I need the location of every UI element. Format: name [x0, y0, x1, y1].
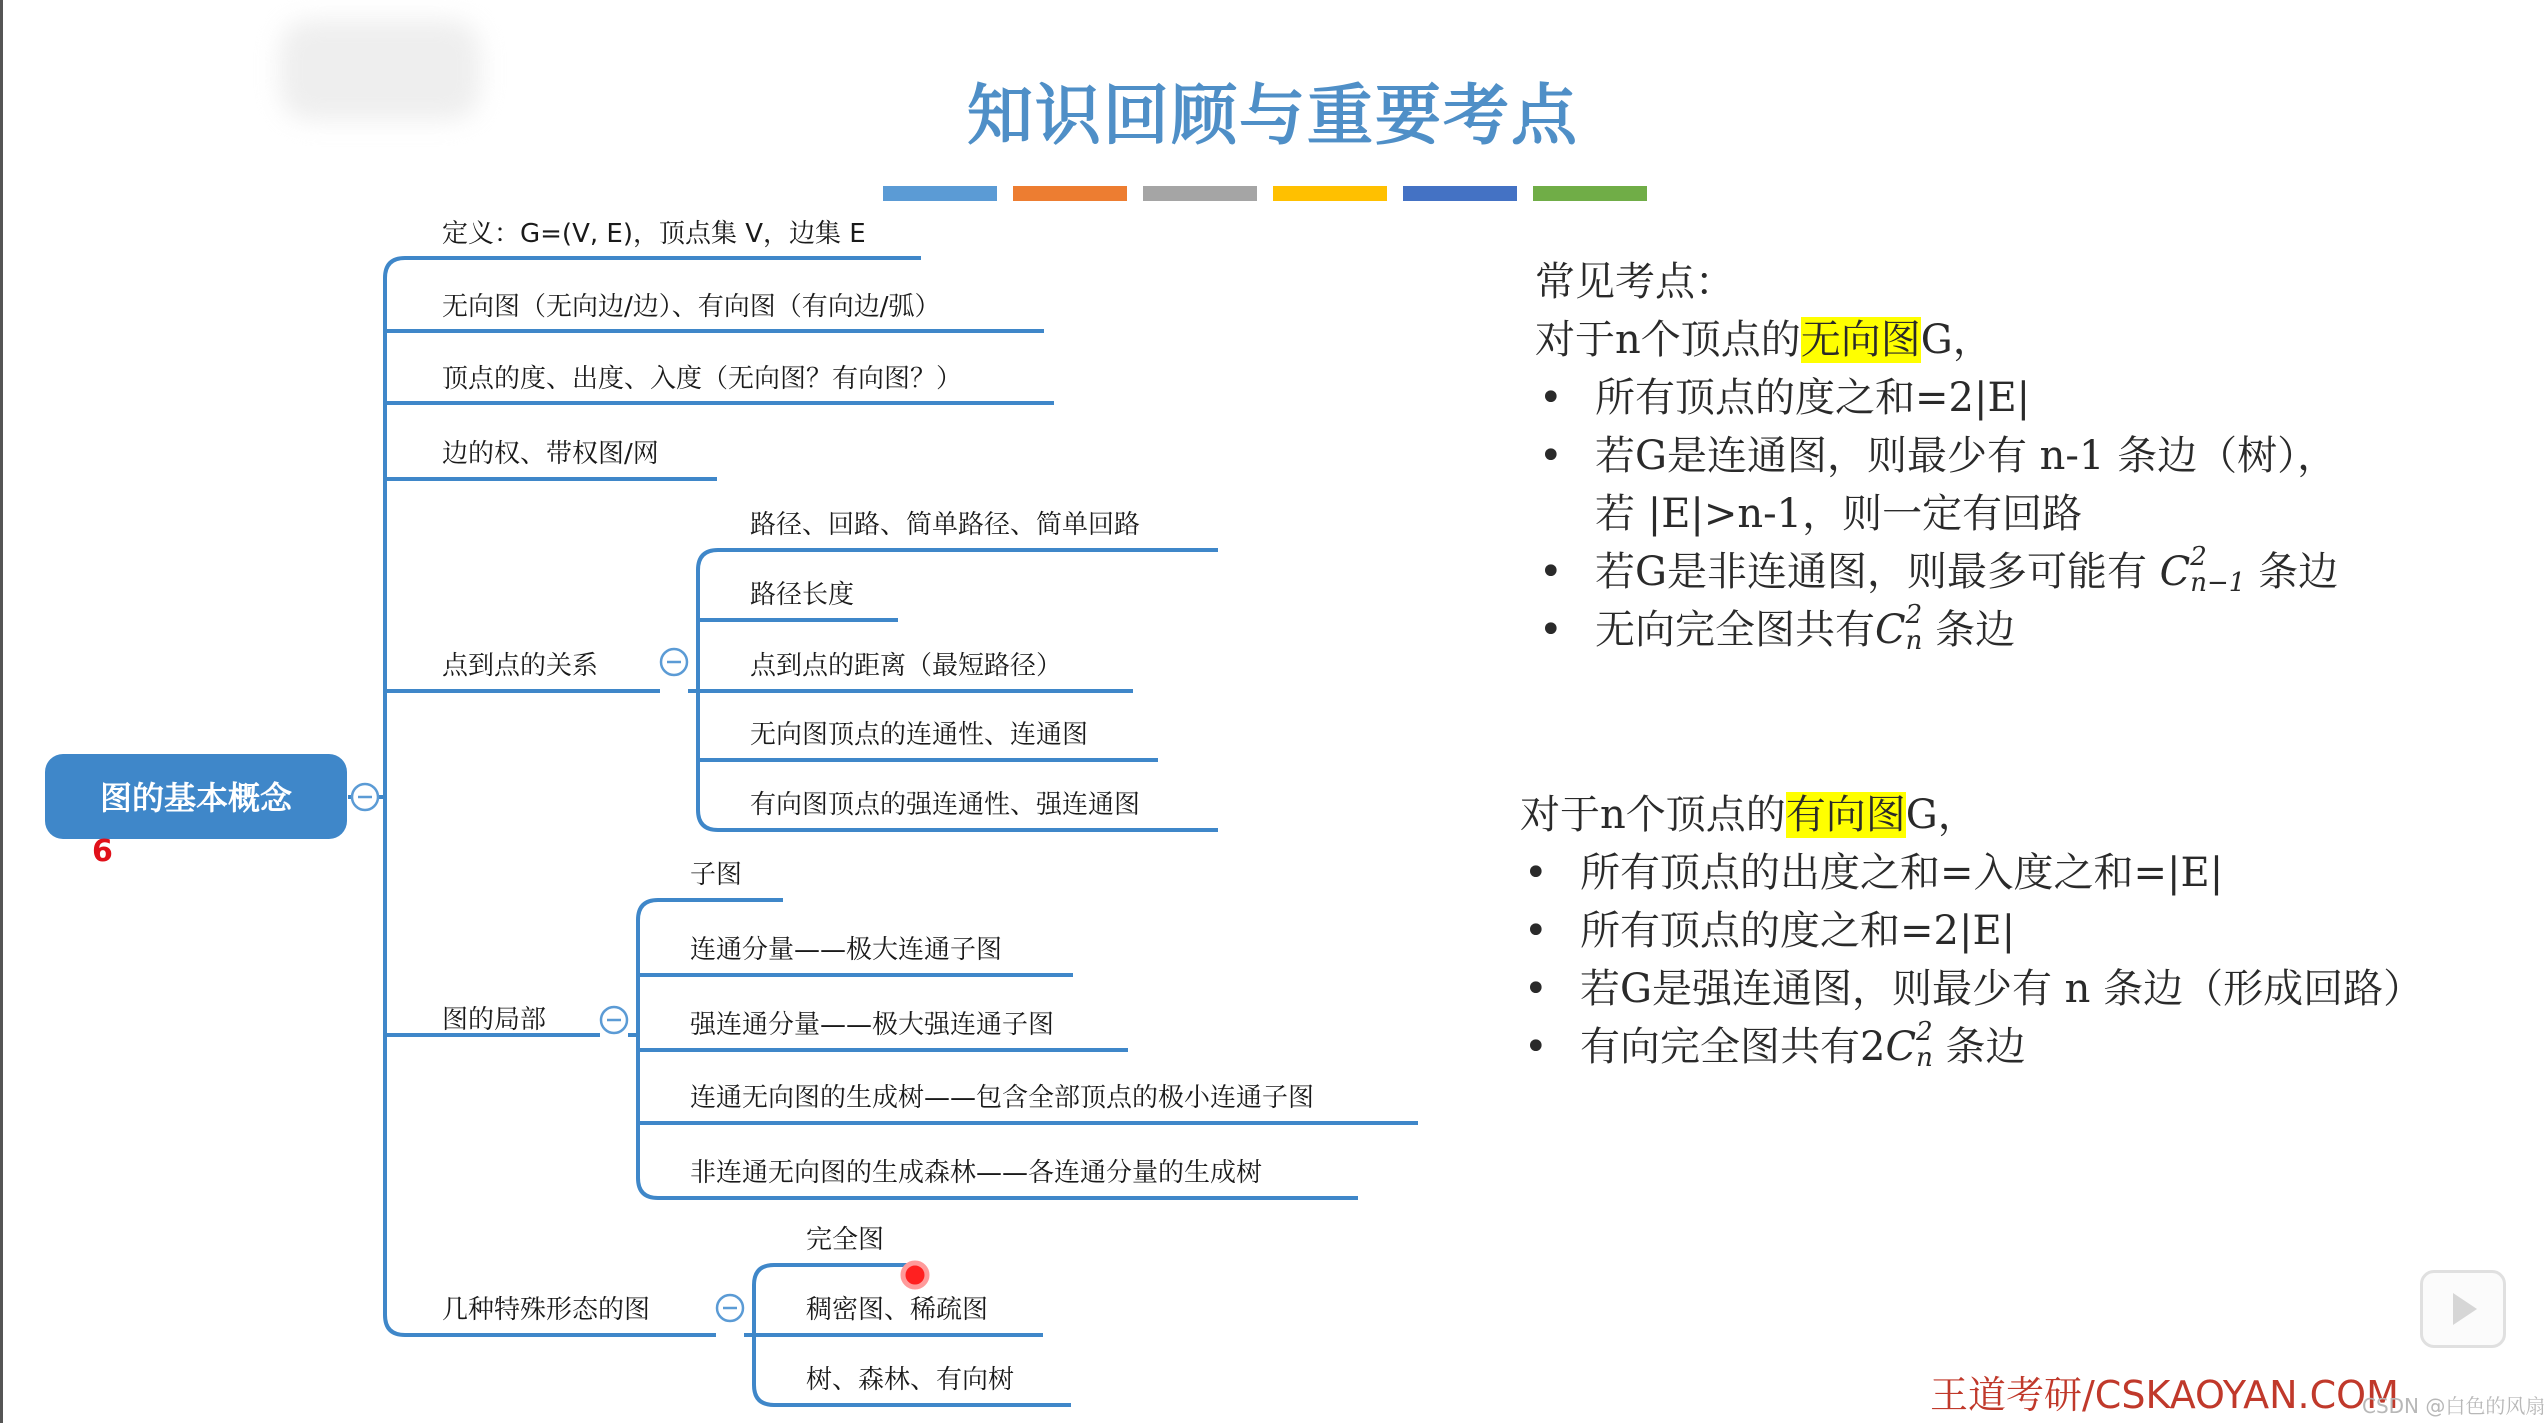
undirected-point-1: • 所有顶点的度之和=2|E| — [1535, 369, 2338, 427]
directed-point-4: • 有向完全图共有2C 2 n 条边 — [1520, 1018, 2423, 1076]
node-connected-component: 连通分量——极大连通子图 — [690, 935, 1003, 965]
undirected-point-2-cont: 若 |E|>n-1，则一定有回路 — [1595, 491, 2083, 537]
collapse-toggle-root[interactable] — [352, 784, 378, 810]
node-subgraph: 子图 — [690, 860, 743, 890]
formula-c-n-2: C 2 n — [1875, 600, 1923, 656]
node-spanning-forest: 非连通无向图的生成森林——各连通分量的生成树 — [690, 1158, 1263, 1188]
node-tree-forest: 树、森林、有向树 — [806, 1365, 1015, 1395]
highlight-directed: 有向图 — [1785, 792, 1906, 838]
directed-point-3: • 若G是强连通图，则最少有 n 条边（形成回路） — [1520, 960, 2423, 1018]
node-path-length: 路径长度 — [750, 580, 855, 610]
watermark: CSDN @白色的风扇 — [2362, 1394, 2546, 1418]
highlight-undirected: 无向图 — [1800, 317, 1921, 363]
undirected-panel — [1535, 253, 2338, 659]
node-graph-types: 无向图（无向边/边）、有向图（有向边/弧） — [442, 292, 941, 322]
panel-heading: 常见考点： — [1535, 259, 1735, 305]
undirected-point-4: • 无向完全图共有C 2 n 条边 — [1535, 601, 2338, 659]
directed-point-2: • 所有顶点的度之和=2|E| — [1520, 902, 2423, 960]
undirected-intro: 对于n个顶点的无向图G， — [1535, 317, 1993, 363]
collapse-toggle-subgraph[interactable] — [601, 1007, 627, 1033]
node-strong-connectivity: 有向图顶点的强连通性、强连通图 — [750, 790, 1141, 820]
node-complete-graph: 完全图 — [806, 1225, 885, 1255]
node-spanning-tree: 连通无向图的生成树——包含全部顶点的极小连通子图 — [690, 1083, 1315, 1113]
brand-footer: 王道考研/CSKAOYAN.COM — [1930, 1373, 2399, 1417]
undirected-point-2: • 若G是连通图，则最少有 n-1 条边（树）， — [1535, 427, 2338, 485]
node-distance: 点到点的距离（最短路径） — [750, 651, 1063, 681]
play-button-icon[interactable] — [2420, 1270, 2506, 1348]
formula-2c-n-2: C 2 n — [1885, 1017, 1933, 1073]
node-dense-sparse: 稠密图、稀疏图 — [806, 1295, 989, 1325]
collapse-toggle-point-relations[interactable] — [661, 649, 687, 675]
node-path-types: 路径、回路、简单路径、简单回路 — [750, 510, 1141, 540]
collapse-toggle-special-graphs[interactable] — [717, 1295, 743, 1321]
node-special-graphs: 几种特殊形态的图 — [442, 1295, 651, 1325]
node-graph-local: 图的局部 — [442, 1005, 547, 1035]
node-connectivity: 无向图顶点的连通性、连通图 — [750, 720, 1089, 750]
slide-title: 知识回顾与重要考点 — [967, 76, 1579, 154]
node-definition: 定义：G=(V, E)，顶点集 V，边集 E — [442, 219, 866, 249]
root-node-label: 图的基本概念 — [99, 779, 293, 817]
node-point-relations: 点到点的关系 — [442, 651, 599, 681]
directed-point-1: • 所有顶点的出度之和=入度之和=|E| — [1520, 844, 2423, 902]
node-vertex-degree: 顶点的度、出度、入度（无向图？有向图？） — [442, 364, 963, 394]
laser-pointer — [903, 1263, 927, 1287]
root-annotation: 6 — [92, 834, 113, 869]
node-strong-component: 强连通分量——极大强连通子图 — [690, 1010, 1055, 1040]
directed-intro: 对于n个顶点的有向图G， — [1520, 792, 1978, 838]
formula-c-n-1-2: C 2 n−1 — [2159, 542, 2246, 598]
undirected-point-3: • 若G是非连通图，则最多可能有 C 2 n−1 条边 — [1535, 543, 2338, 601]
directed-panel — [1520, 786, 2423, 1076]
node-edge-weight: 边的权、带权图/网 — [442, 439, 659, 469]
